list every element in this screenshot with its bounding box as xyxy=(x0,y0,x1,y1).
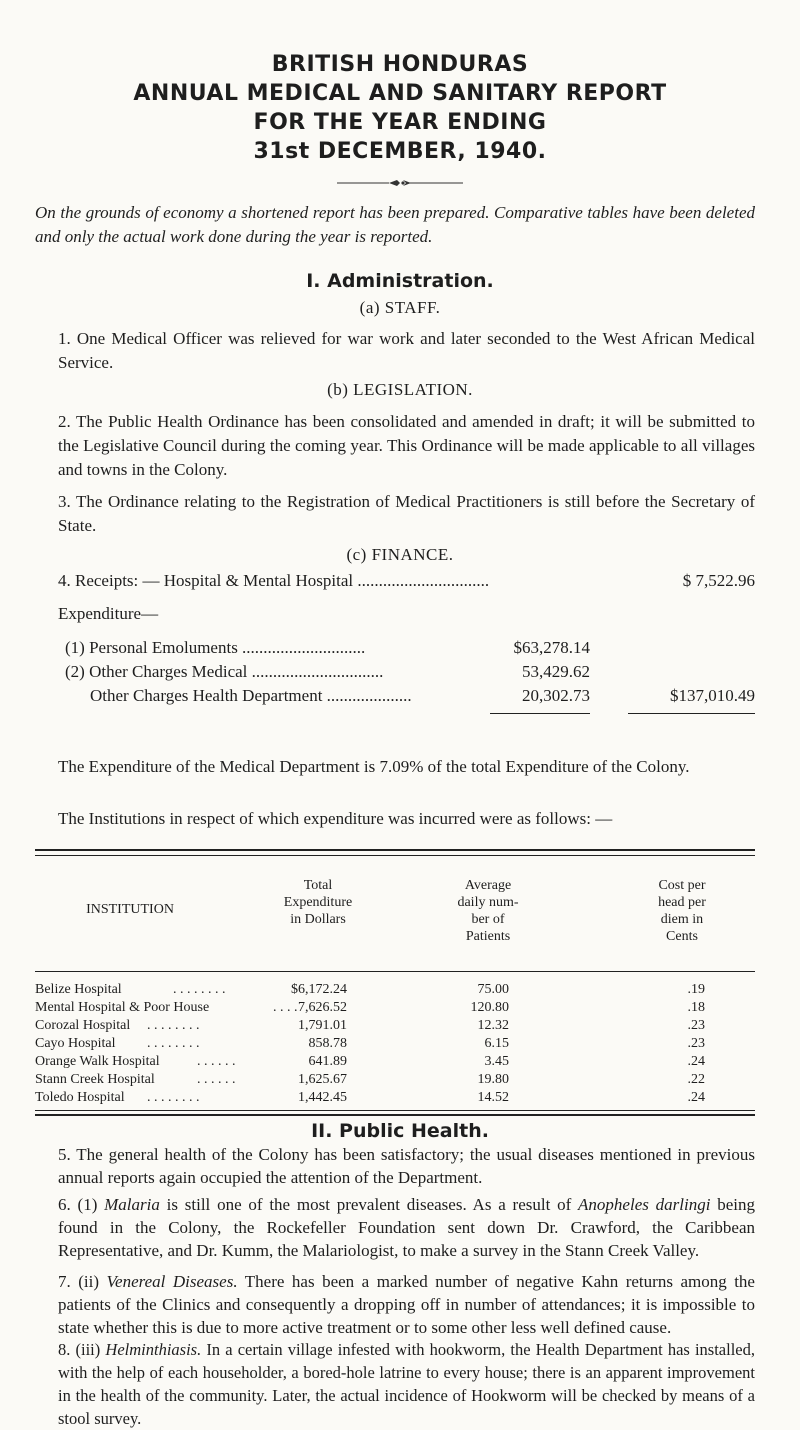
table-row: Toledo Hospital . . . . . . . . 1,442.45 14.52 .24 xyxy=(35,1090,705,1105)
expenditure-personal-label: (1) Personal Emoluments ............................. xyxy=(65,638,366,657)
table-row: Corozal Hospital . . . . . . . . 1,791.01 12.32 .23 xyxy=(35,1018,705,1033)
expenditure-medical-label: (2) Other Charges Medical ............................... xyxy=(65,662,384,681)
table-body xyxy=(35,982,755,1108)
table-row: Belize Hospital . . . . . . . . $6,172.24 75.00 .19 xyxy=(35,982,705,997)
sum-rule-subtotal xyxy=(490,713,590,714)
table-top-rule-thin xyxy=(35,855,755,856)
paragraph-2: 2. The Public Health Ordinance has been consolidated and amended in draft; it will be submitted to the Legislative Council during the coming year. This Ordinance will be made applicable to all villages and towns in the Colony. xyxy=(58,412,755,479)
section-heading-administration: I. Administration. xyxy=(306,270,494,292)
paragraph-6-malaria: 6. (1) Malaria is still one of the most prevalent diseases. As a result of Anopheles darlingi being found in the Colony, the Rockefeller Foundation sent down Dr. Crawford, the Caribbean Representative, and Dr. Kumm, the Malariologist, to make a survey in the Stann Creek Valley. xyxy=(58,1195,755,1260)
title-line-1: BRITISH HONDURAS xyxy=(271,52,529,77)
col-header-institution: INSTITUTION xyxy=(86,902,174,917)
subheading-staff: (a) STAFF. xyxy=(359,298,441,317)
report-title xyxy=(0,50,800,166)
paragraph-5: 5. The general health of the Colony has been satisfactory; the usual diseases mentioned in previous annual reports again occupied the attention of the Department. xyxy=(58,1145,755,1187)
table-bottom-rule-thin xyxy=(35,1110,755,1111)
receipts-amount: $ 7,522.96 xyxy=(682,571,755,590)
divider-ornament-icon xyxy=(337,176,463,190)
paragraph-1: 1. One Medical Officer was relieved for war work and later seconded to the West African Medical Service. xyxy=(58,329,755,372)
table-row: Stann Creek Hospital . . . . . . 1,625.67 19.80 .22 xyxy=(35,1072,705,1087)
title-line-2: ANNUAL MEDICAL AND SANITARY REPORT xyxy=(133,81,667,106)
paragraph-8-helminthiasis: 8. (iii) Helminthiasis. In a certain village infested with hookworm, the Health Department has installed, with the help of each householder, a bored-hole latrine to every house; there is an apparent improvement in the health of the community. Later, the actual incidence of Hookworm will be checked by means of a stool survey. xyxy=(58,1340,755,1428)
table-header-rule xyxy=(35,971,755,972)
expenditure-medical-amount: 53,429.62 xyxy=(522,662,590,681)
section-heading-public-health: II. Public Health. xyxy=(311,1120,489,1142)
expenditure-label: Expenditure— xyxy=(58,604,159,623)
table-top-rule xyxy=(35,849,755,851)
expenditure-total-amount: $137,010.49 xyxy=(670,686,755,705)
table-row: Mental Hospital & Poor House . . . . 7,626.52 120.80 .18 xyxy=(35,1000,705,1015)
paragraph-7-venereal: 7. (ii) Venereal Diseases. There has been a marked number of negative Kahn returns among the patients of the Clinics and consequently a dropping off in number of attendances; it is impossible to state whether this is due to more active treatment or to some other less well defined cause. xyxy=(58,1272,755,1337)
subheading-legislation: (b) LEGISLATION. xyxy=(327,380,473,399)
title-line-4: 31st DECEMBER, 1940. xyxy=(253,139,547,164)
sum-rule-total xyxy=(628,713,755,714)
table-bottom-rule xyxy=(35,1114,755,1116)
paragraph-3: 3. The Ordinance relating to the Registration of Medical Practitioners is still before the Secretary of State. xyxy=(58,492,755,535)
table-row: Cayo Hospital . . . . . . . . 858.78 6.15 .23 xyxy=(35,1036,705,1051)
subheading-finance: (c) FINANCE. xyxy=(346,545,454,564)
expenditure-personal-amount: $63,278.14 xyxy=(513,638,590,657)
paragraph-percentage: The Expenditure of the Medical Department is 7.09% of the total Expenditure of the Colony. xyxy=(58,757,690,776)
table-row: Orange Walk Hospital . . . . . . 641.89 3.45 .24 xyxy=(35,1054,705,1069)
col-header-average: Average daily num- ber of Patients xyxy=(457,878,519,944)
paragraph-institutions: The Institutions in respect of which expenditure was incurred were as follows: — xyxy=(58,809,613,828)
col-header-total: Total Expenditure in Dollars xyxy=(283,878,353,927)
title-line-3: FOR THE YEAR ENDING xyxy=(253,110,547,135)
expenditure-health-amount: 20,302.73 xyxy=(522,686,590,705)
col-header-cost: Cost per head per diem in Cents xyxy=(658,878,706,944)
receipts-label: 4. Receipts: — Hospital & Mental Hospital ............................... xyxy=(58,571,490,590)
table-header xyxy=(35,860,755,964)
expenditure-health-label: Other Charges Health Department .................... xyxy=(90,686,412,705)
intro-note: On the grounds of economy a shortened report has been prepared. Comparative tables have been deleted and only the actual work done during the year is reported. xyxy=(35,203,755,246)
